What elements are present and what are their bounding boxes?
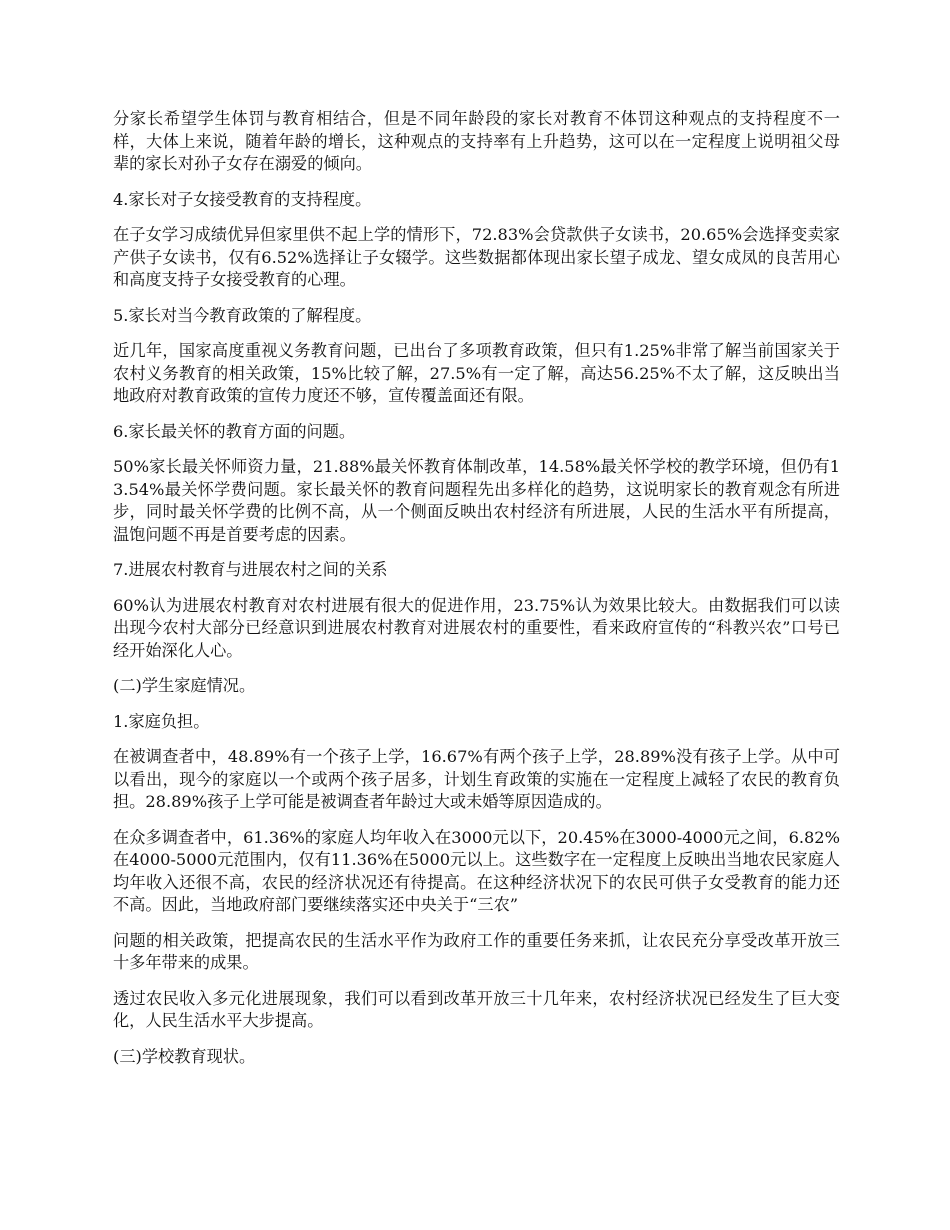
para-economic-change: 透过农民收入多元化进展现象，我们可以看到改革开放三十几年来，农村经济状况已经发生了巨大变化，人民生活水平大步提高。 (113, 988, 840, 1030)
heading-section-3: (三)学校教育现状。 (113, 1046, 256, 1066)
para-policy-reform: 问题的相关政策，把提高农民的生活水平作为政府工作的重要任务来抓，让农民充分享受改革开放三十多年带来的成果。 (113, 930, 840, 972)
para-policy-awareness: 近几年，国家高度重视义务教育问题，已出台了多项教育政策，但只有1.25%非常了解当前国家关于农村义务教育的相关政策，15%比较了解，27.5%有一定了解，高达56.25%不太了解，这反映出当地政府对教育政策的宣传力度还不够，宣传覆盖面还有限。 (113, 341, 840, 405)
para-parent-punishment: 分家长希望学生体罚与教育相结合，但是不同年龄段的家长对教育不体罚这种观点的支持程度不一样，大体上来说，随着年龄的增长，这种观点的支持率有上升趋势，这可以在一定程度上说明祖父母辈的家长对孙子女存在溺爱的倾向。 (113, 109, 840, 173)
para-education-support: 在子女学习成绩优异但家里供不起上学的情形下，72.83%会贷款供子女读书，20.65%会选择变卖家产供子女读书，仅有6.52%选择让子女辍学。这些数据都体现出家长望子成龙、望女成凤的良苦用心和高度支持子女接受教育的心理。 (113, 225, 840, 289)
heading-section-2: (二)学生家庭情况。 (113, 676, 256, 695)
document-page (113, 108, 840, 1081)
heading-5: 5.家长对当今教育政策的了解程度。 (113, 305, 372, 325)
heading-6: 6.家长最关怀的教育方面的问题。 (113, 421, 356, 441)
para-rural-development: 60%认为进展农村教育对农村进展有很大的促进作用，23.75%认为效果比较大。由数据我们可以读出现今农村大部分已经意识到进展农村教育对进展农村的重要性，看来政府宣传的“科教兴农”口号已经开始深化人心。 (113, 595, 840, 660)
para-family-burden: 在被调查者中，48.89%有一个孩子上学，16.67%有两个孩子上学，28.89%没有孩子上学。从中可以看出，现今的家庭以一个或两个孩子居多，计划生育政策的实施在一定程度上减轻了农民的教育负担。28.89%孩子上学可能是被调查者年龄过大或未婚等原因造成的。 (113, 747, 840, 811)
para-education-concerns: 50%家长最关怀师资力量，21.88%最关怀教育体制改革，14.58%最关怀学校的教学环境，但仍有13.54%最关怀学费问题。家长最关怀的教育问题程先出多样化的趋势，这说明家长的教育观念有所进步，同时最关怀学费的比例不高，从一个侧面反映出农村经济有所进展，人民的生活水平有所提高，温饱问题不再是首要考虑的因素。 (113, 457, 840, 544)
para-income: 在众多调查者中，61.36%的家庭人均年收入在3000元以下，20.45%在3000-4000元之间，6.82%在4000-5000元范围内，仅有11.36%在5000元以上。这些数字在一定程度上反映出当地农民家庭人均年收入还很不高，农民的经济状况还有待提高。在这种经济状况下的农民可供子女受教育的能力还不高。因此，当地政府部门要继续落实还中央关于“三农” (113, 827, 840, 914)
heading-7: 7.进展农村教育与进展农村之间的关系 (113, 560, 388, 579)
heading-4: 4.家长对子女接受教育的支持程度。 (113, 189, 372, 209)
heading-family-burden: 1.家庭负担。 (113, 711, 210, 731)
